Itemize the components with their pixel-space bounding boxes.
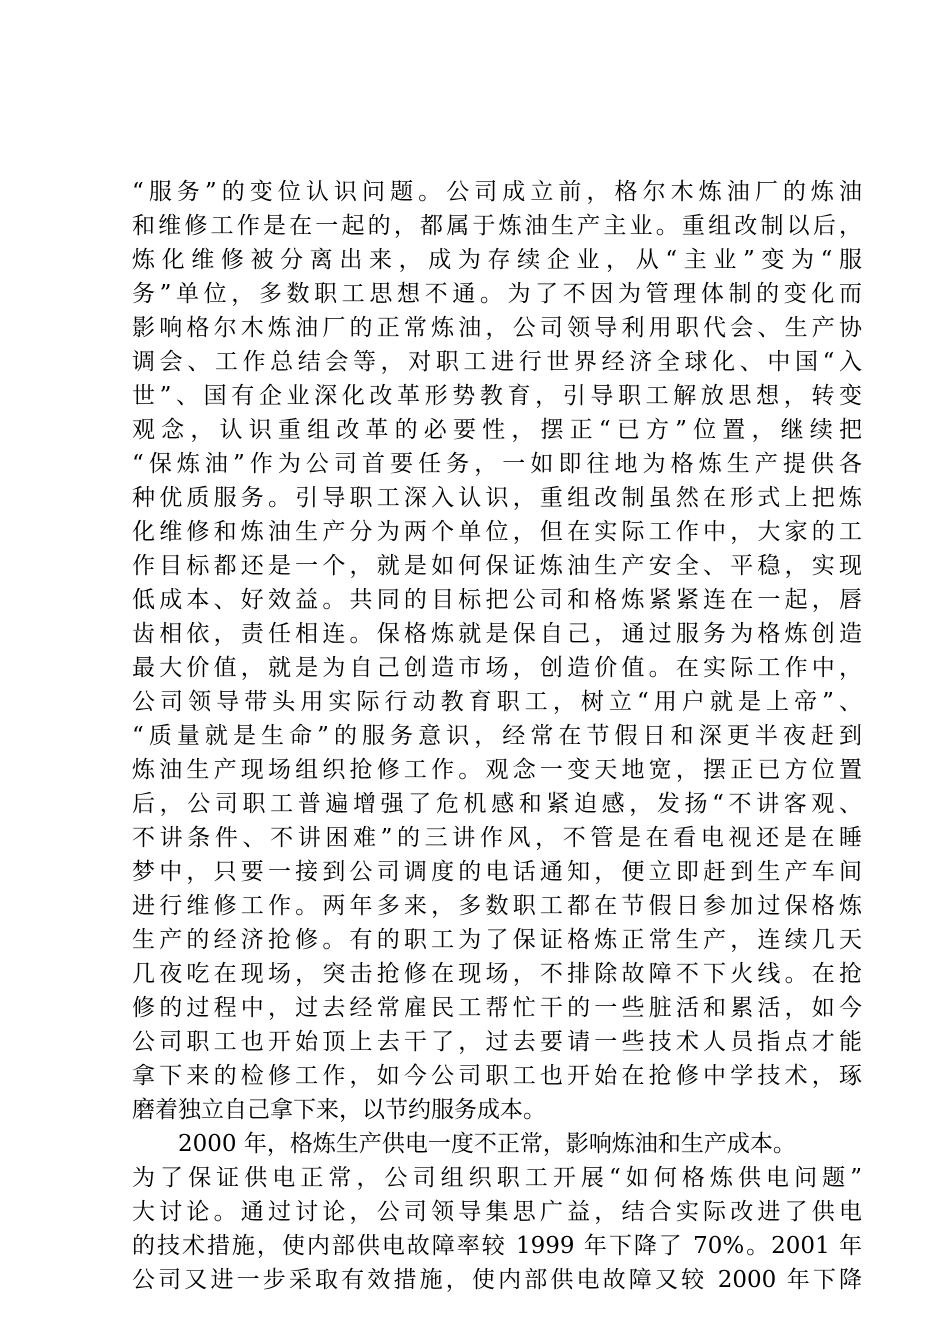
text-line: 不讲条件、不讲困难”的三讲作风，不管是在看电视还是在睡 — [132, 825, 862, 851]
text-line: 务”单位，多数职工思想不通。为了不因为管理体制的变化而 — [132, 281, 862, 307]
text-line: 生产的经济抢修。有的职工为了保证格炼正常生产，连续几天 — [132, 927, 862, 953]
text-line: 化维修和炼油生产分为两个单位，但在实际工作中，大家的工 — [132, 519, 862, 545]
text-line: 影响格尔木炼油厂的正常炼油，公司领导利用职代会、生产协 — [132, 315, 862, 341]
text-line: 齿相依，责任相连。保格炼就是保自己，通过服务为格炼创造 — [132, 621, 862, 647]
text-line: 调会、工作总结会等，对职工进行世界经济全球化、中国“入 — [132, 349, 862, 375]
text-line: 拿下来的检修工作，如今公司职工也开始在抢修中学技术，琢 — [132, 1063, 862, 1089]
text-line: 大讨论。通过讨论，公司领导集思广益，结合实际改进了供电 — [132, 1199, 862, 1225]
text-line: 种优质服务。引导职工深入认识，重组改制虽然在形式上把炼 — [132, 485, 862, 511]
text-line: 世”、国有企业深化改革形势教育，引导职工解放思想，转变 — [132, 383, 862, 409]
text-line: 进行维修工作。两年多来，多数职工都在节假日参加过保格炼 — [132, 893, 862, 919]
text-line: 几夜吃在现场，突击抢修在现场，不排除故障不下火线。在抢 — [132, 961, 862, 987]
text-line: 观念，认识重组改革的必要性，摆正“已方”位置，继续把 — [132, 417, 862, 443]
body-text — [132, 175, 862, 1297]
text-line: “服务”的变位认识问题。公司成立前，格尔木炼油厂的炼油 — [132, 179, 862, 205]
paragraph-service-shift — [132, 175, 862, 1127]
text-line: 的技术措施，使内部供电故障率较 1999 年下降了 70%。2001 年 — [132, 1233, 862, 1259]
text-line: 修的过程中，过去经常雇民工帮忙干的一些脏活和累活，如今 — [132, 995, 862, 1021]
text-line: 炼化维修被分离出来，成为存续企业，从“主业”变为“服 — [132, 247, 862, 273]
text-line: 最大价值，就是为自己创造市场，创造价值。在实际工作中， — [132, 655, 862, 681]
text-line: “质量就是生命”的服务意识，经常在节假日和深更半夜赶到 — [132, 723, 862, 749]
text-line: 公司又进一步采取有效措施，使内部供电故障又较 2000 年下降 — [132, 1267, 862, 1293]
text-line: 低成本、好效益。共同的目标把公司和格炼紧紧连在一起，唇 — [132, 587, 862, 613]
text-line: 2000 年，格炼生产供电一度不正常，影响炼油和生产成本。 — [178, 1131, 796, 1157]
text-line: “保炼油”作为公司首要任务，一如即往地为格炼生产提供各 — [132, 451, 862, 477]
text-line: 作目标都还是一个，就是如何保证炼油生产安全、平稳，实现 — [132, 553, 862, 579]
text-line: 磨着独立自己拿下来，以节约服务成本。 — [132, 1097, 546, 1123]
text-line: 后，公司职工普遍增强了危机感和紧迫感，发扬“不讲客观、 — [132, 791, 862, 817]
paragraph-power-supply — [132, 1127, 862, 1297]
text-line: 和维修工作是在一起的，都属于炼油生产主业。重组改制以后， — [132, 213, 862, 239]
text-line: 公司职工也开始顶上去干了，过去要请一些技术人员指点才能 — [132, 1029, 862, 1055]
text-line: 炼油生产现场组织抢修工作。观念一变天地宽，摆正已方位置 — [132, 757, 862, 783]
text-line: 梦中，只要一接到公司调度的电话通知，便立即赶到生产车间 — [132, 859, 862, 885]
text-line: 公司领导带头用实际行动教育职工，树立“用户就是上帝”、 — [132, 689, 862, 715]
text-line: 为了保证供电正常，公司组织职工开展“如何格炼供电问题” — [132, 1165, 862, 1191]
